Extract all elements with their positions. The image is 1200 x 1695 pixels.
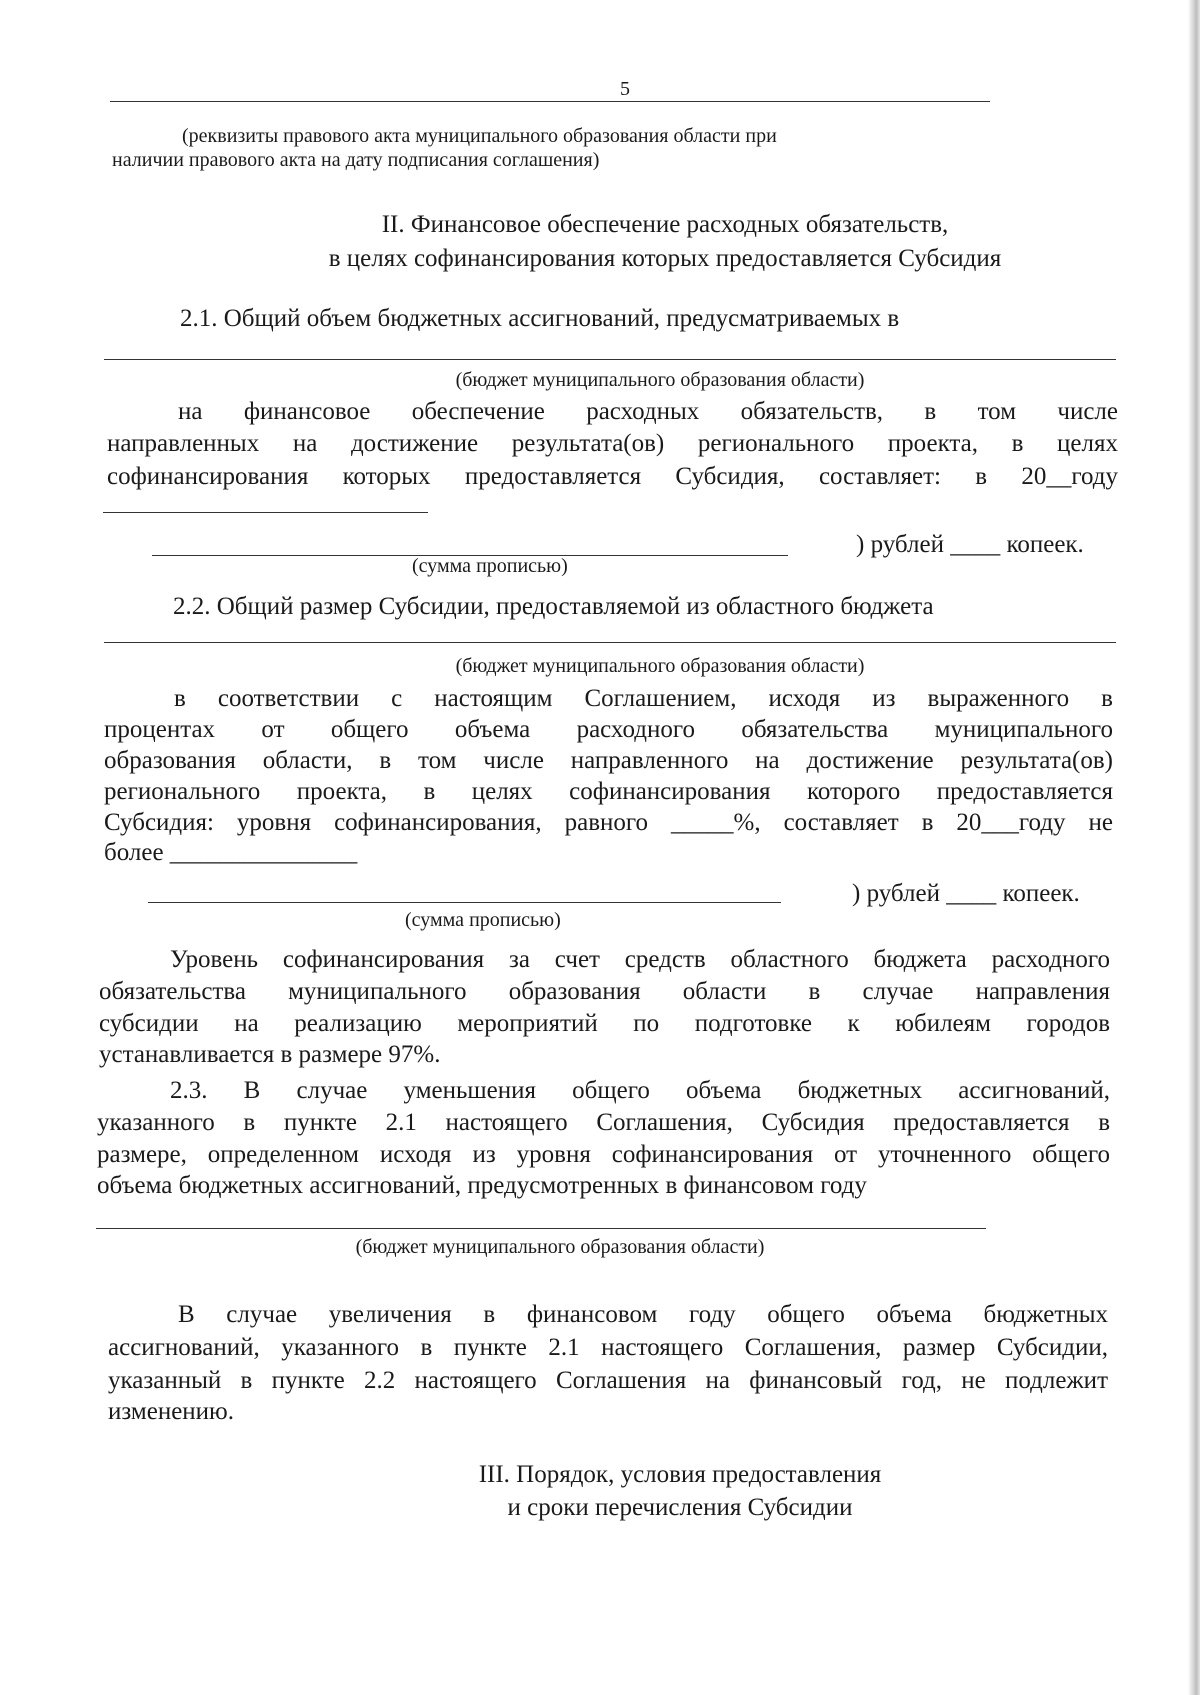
clause-2-3-line3: размере, определенном исходя из уровня софинансирования от уточненного общего <box>97 1141 1110 1168</box>
clause-2-3-line2: указанного в пункте 2.1 настоящего Соглашения, Субсидия предоставляется в <box>97 1109 1110 1136</box>
clause-2-2-line6: более _______________ <box>104 839 358 866</box>
increase-line3: указанный в пункте 2.2 настоящего Соглашения на финансовый год, не подлежит <box>108 1367 1108 1394</box>
clause-2-2-amount: ) рублей ____ копеек. <box>852 880 1080 907</box>
page-number: 5 <box>620 78 630 100</box>
section-3-title-line2: и сроки перечисления Субсидии <box>507 1494 853 1521</box>
clause-2-2-line1: в соответствии с настоящим Соглашением, исходя из выраженного в <box>174 685 1113 712</box>
amount-words-line <box>148 902 781 903</box>
signature-line <box>110 101 990 102</box>
clause-2-3-line1: 2.3. В случае уменьшения общего объема бюджетных ассигнований, <box>170 1077 1110 1104</box>
clause-2-2-intro: 2.2. Общий размер Субсидии, предоставляемой из областного бюджета <box>173 593 934 620</box>
cofinancing-level-line4: устанавливается в размере 97%. <box>99 1041 441 1068</box>
clause-2-1-intro: 2.1. Общий объем бюджетных ассигнований, предусматриваемых в <box>180 305 900 332</box>
cofinancing-level-line1: Уровень софинансирования за счет средств областного бюджета расходного <box>170 946 1110 973</box>
increase-line4: изменению. <box>108 1398 234 1425</box>
amount-figure-line <box>103 512 428 513</box>
clause-2-1-line3: софинансирования которых предоставляется Субсидия, составляет: в 20__году <box>107 463 1118 490</box>
cofinancing-level-line2: обязательства муниципального образования области в случае направления <box>99 978 1110 1005</box>
increase-line2: ассигнований, указанного в пункте 2.1 настоящего Соглашения, размер Субсидии, <box>108 1334 1108 1361</box>
clause-2-1-line2: направленных на достижение результата(ов) регионального проекта, в целях <box>107 430 1118 457</box>
sum-caption: (сумма прописью) <box>412 555 568 577</box>
clause-2-2-line2: процентах от общего объема расходного обязательства муниципального <box>104 716 1113 743</box>
increase-line1: В случае увеличения в финансовом году общего объема бюджетных <box>178 1301 1108 1328</box>
scan-page-edge <box>1188 0 1200 1695</box>
clause-2-2-line4: регионального проекта, в целях софинансирования которого предоставляется <box>104 778 1113 805</box>
header-caption-line1: (реквизиты правового акта муниципального образования области при <box>182 125 777 147</box>
clause-2-3-line4: объема бюджетных ассигнований, предусмотренных в финансовом году <box>97 1172 867 1199</box>
budget-caption: (бюджет муниципального образования области) <box>455 655 865 677</box>
header-caption-line2: наличии правового акта на дату подписания соглашения) <box>112 149 600 171</box>
budget-caption: (бюджет муниципального образования области) <box>355 1236 765 1258</box>
budget-line <box>104 642 1116 643</box>
budget-caption: (бюджет муниципального образования области) <box>455 369 865 391</box>
budget-line <box>96 1228 986 1229</box>
clause-2-2-line3: образования области, в том числе направленного на достижение результата(ов) <box>104 747 1113 774</box>
cofinancing-level-line3: субсидии на реализацию мероприятий по подготовке к юбилеям городов <box>99 1010 1110 1037</box>
clause-2-2-line5: Субсидия: уровня софинансирования, равного _____%, составляет в 20___году не <box>104 809 1113 836</box>
section-2-title-line2: в целях софинансирования которых предоставляется Субсидия <box>328 245 1002 272</box>
clause-2-1-line1: на финансовое обеспечение расходных обязательств, в том числе <box>178 398 1118 425</box>
section-3-title-line1: III. Порядок, условия предоставления <box>478 1461 882 1488</box>
clause-2-1-amount: ) рублей ____ копеек. <box>856 531 1084 558</box>
section-2-title-line1: II. Финансовое обеспечение расходных обязательств, <box>381 211 949 238</box>
budget-line <box>104 359 1116 360</box>
sum-caption: (сумма прописью) <box>405 909 561 931</box>
